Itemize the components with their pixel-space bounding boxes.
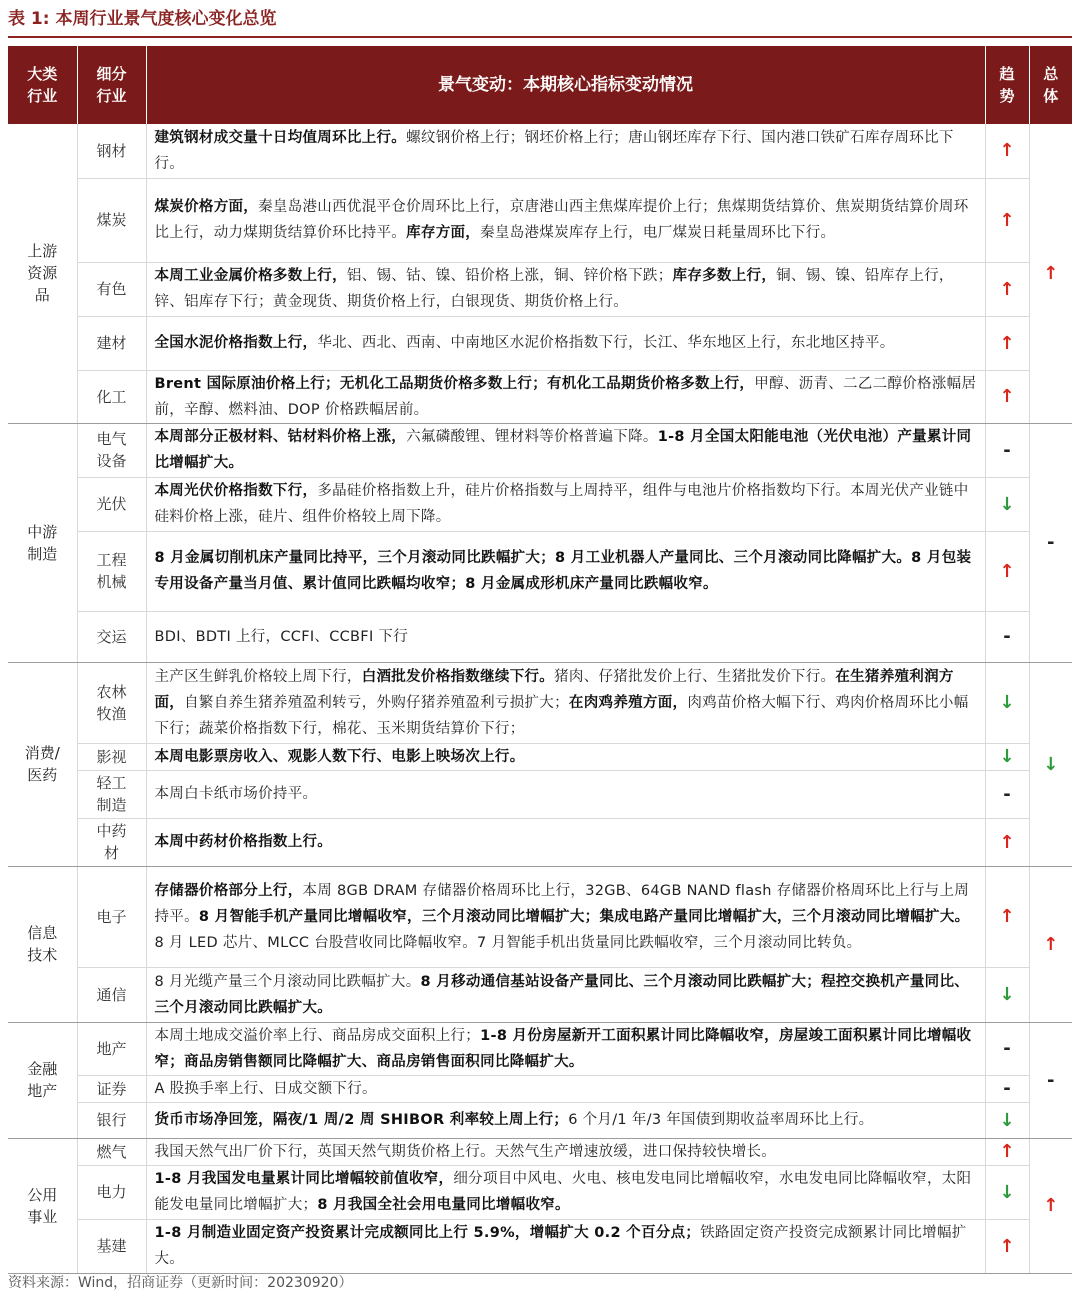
category-label: 金融 bbox=[27, 1060, 58, 1078]
subcategory-label: 牧渔 bbox=[96, 704, 127, 723]
description-cell bbox=[146, 1219, 985, 1273]
description-cell bbox=[146, 1075, 985, 1102]
category-label: 公用 bbox=[27, 1185, 58, 1204]
description-cell bbox=[146, 262, 985, 316]
description-cell bbox=[146, 370, 985, 423]
subcategory-cell bbox=[77, 1165, 146, 1219]
subcategory-cell bbox=[77, 124, 146, 178]
detail-text: 甲醇、沥青、二乙二醇价格涨幅居前，辛醇、燃料油、DOP 价格跌幅居前。 bbox=[154, 375, 977, 418]
detail-text: 华北、西北、西南、中南地区水泥价格指数下行，长江、华东地区上行，东北地区持平。 bbox=[317, 335, 895, 351]
description-cell bbox=[146, 611, 985, 662]
header-description: 景气变动：本期核心指标变动情况 bbox=[146, 46, 985, 124]
header-category bbox=[8, 46, 77, 124]
trend-indicator: - bbox=[985, 1075, 1029, 1102]
trend-indicator: ↓ bbox=[985, 662, 1029, 743]
header-trend-line2: 势 bbox=[999, 87, 1015, 105]
table-row bbox=[8, 1022, 1072, 1075]
header-overall bbox=[1029, 46, 1072, 124]
table-row bbox=[8, 262, 1072, 316]
detail-text: 6 个月/1 年/3 年国债到期收益率周环比上行。 bbox=[568, 1112, 874, 1128]
subcategory-cell bbox=[77, 1102, 146, 1138]
subcategory-label: 建材 bbox=[96, 334, 127, 352]
description-cell bbox=[146, 866, 985, 967]
highlight-text: 8 月智能手机产量同比增幅收窄，三个月滚动同比增幅扩大；集成电路产量同比增幅扩大，三个月滚动同比增幅扩大。 bbox=[198, 908, 970, 925]
subcategory-label: 材 bbox=[103, 844, 119, 862]
detail-text: 铝、锡、钴、镍、铅价格上涨，铜、锌价格下跌； bbox=[346, 268, 673, 284]
detail-text: 多晶硅价格指数上升，硅片价格指数与上周持平，组件与电池片价格指数均下行。本周光伏产业链中硅料价格上涨，硅片、组件价格较上周下降。 bbox=[154, 483, 969, 525]
trend-indicator: ↑ bbox=[985, 531, 1029, 611]
description-cell bbox=[146, 423, 985, 477]
overall-trend-indicator: ↑ bbox=[1029, 1138, 1072, 1273]
category-cell bbox=[8, 423, 77, 662]
highlight-text: 存储器价格部分上行， bbox=[154, 882, 303, 899]
table-row bbox=[8, 866, 1072, 967]
subcategory-label: 煤炭 bbox=[96, 211, 127, 229]
highlight-text: 1-8 月我国发电量累计同比增幅较前值收窄， bbox=[154, 1171, 454, 1187]
highlight-text: 库存方面， bbox=[406, 225, 481, 241]
category-label: 中游 bbox=[27, 522, 58, 541]
header-category-line2: 行业 bbox=[27, 87, 58, 105]
category-label: 地产 bbox=[27, 1082, 58, 1100]
trend-indicator: ↑ bbox=[985, 818, 1029, 866]
trend-indicator: ↑ bbox=[985, 316, 1029, 370]
highlight-text: 本周工业金属价格多数上行， bbox=[154, 268, 347, 284]
category-cell bbox=[8, 866, 77, 1022]
detail-text: 本周 8GB DRAM 存储器价格周环比上行，32GB、64GB NAND flash 存储器价格周环比上行与上周持平。 bbox=[154, 882, 970, 925]
header-overall-line1: 总 bbox=[1043, 65, 1059, 83]
subcategory-label: 燃气 bbox=[96, 1142, 127, 1161]
highlight-text: 1-8 月全国太阳能电池（光伏电池）产量累计同比增幅扩大。 bbox=[154, 429, 972, 471]
source-note: 资料来源：Wind，招商证券（更新时间：20230920） bbox=[8, 1275, 353, 1291]
industry-outlook-table bbox=[8, 46, 1072, 1274]
subcategory-cell bbox=[77, 178, 146, 262]
subcategory-cell bbox=[77, 370, 146, 423]
trend-indicator: ↑ bbox=[985, 124, 1029, 178]
detail-text: 自繁自养生猪养殖盈利转亏，外购仔猪养殖盈利亏损扩大； bbox=[184, 694, 569, 711]
table-row bbox=[8, 531, 1072, 611]
highlight-text: 在肉鸡养殖方面， bbox=[568, 694, 688, 711]
description-cell bbox=[146, 1165, 985, 1219]
trend-indicator: ↑ bbox=[985, 1138, 1029, 1165]
subcategory-label: 交运 bbox=[96, 627, 127, 646]
header-category-line1: 大类 bbox=[27, 65, 58, 83]
detail-text: 主产区生鲜乳价格较上周下行， bbox=[154, 668, 362, 685]
table-header-row bbox=[8, 46, 1072, 124]
detail-text: 我国天然气出厂价下行，英国天然气期货价格上行。天然气生产增速放缓，进口保持较快增长。 bbox=[154, 1143, 777, 1160]
table-row bbox=[8, 743, 1072, 770]
header-subcategory bbox=[77, 46, 146, 124]
detail-text: BDI、BDTI 上行，CCFI、CCBFI 下行 bbox=[154, 628, 409, 645]
description-cell bbox=[146, 124, 985, 178]
trend-indicator: - bbox=[985, 1022, 1029, 1075]
description-cell bbox=[146, 477, 985, 531]
description-cell bbox=[146, 818, 985, 866]
subcategory-label: 影视 bbox=[96, 747, 127, 766]
detail-text: 六氟磷酸锂、锂材料等价格普遍下降。 bbox=[406, 429, 658, 445]
trend-indicator: ↑ bbox=[985, 262, 1029, 316]
detail-text: 肉鸡苗价格大幅下行、鸡肉价格周环比小幅下行；蔬菜价格指数下行，棉花、玉米期货结算价下行； bbox=[154, 694, 969, 737]
detail-text: 8 月 LED 芯片、MLCC 台股营收同比降幅收窄。7 月智能手机出货量同比跌幅收窄，三个月滚动同比转负。 bbox=[154, 934, 862, 951]
table-row bbox=[8, 178, 1072, 262]
table-row bbox=[8, 1102, 1072, 1138]
subcategory-cell bbox=[77, 262, 146, 316]
category-label: 制造 bbox=[27, 544, 58, 563]
subcategory-cell bbox=[77, 1075, 146, 1102]
category-label: 信息 bbox=[27, 924, 58, 942]
highlight-text: 库存多数上行， bbox=[672, 268, 777, 284]
trend-indicator: ↓ bbox=[985, 967, 1029, 1022]
highlight-text: 货币市场净回笼，隔夜/1 周/2 周 SHIBOR 利率较上周上行； bbox=[154, 1112, 569, 1128]
detail-text: 本周白卡纸市场价持平。 bbox=[154, 786, 318, 802]
subcategory-label: 电子 bbox=[96, 907, 127, 926]
table-row bbox=[8, 818, 1072, 866]
subcategory-label: 农林 bbox=[96, 682, 127, 701]
description-cell bbox=[146, 1022, 985, 1075]
subcategory-cell bbox=[77, 967, 146, 1022]
trend-indicator: ↑ bbox=[985, 866, 1029, 967]
detail-text: 猪肉、仔猪批发价上行、生猪批发价下行。 bbox=[554, 668, 836, 685]
category-cell bbox=[8, 662, 77, 866]
detail-text: 本周土地成交溢价率上行、商品房成交面积上行； bbox=[154, 1027, 481, 1044]
description-cell bbox=[146, 1102, 985, 1138]
category-label: 医药 bbox=[27, 766, 58, 784]
trend-indicator: ↓ bbox=[985, 1165, 1029, 1219]
subcategory-label: 工程 bbox=[96, 551, 127, 569]
header-overall-line2: 体 bbox=[1043, 87, 1059, 105]
overall-trend-indicator: ↑ bbox=[1029, 866, 1072, 1022]
table-row bbox=[8, 477, 1072, 531]
subcategory-cell bbox=[77, 818, 146, 866]
description-cell bbox=[146, 967, 985, 1022]
detail-text: 铁路固定资产投资完成额累计同比增幅扩大。 bbox=[154, 1225, 967, 1267]
detail-text: A 股换手率上行、日成交额下行。 bbox=[154, 1080, 377, 1097]
subcategory-label: 地产 bbox=[96, 1039, 127, 1058]
overall-trend-indicator: ↑ bbox=[1029, 124, 1072, 423]
description-cell bbox=[146, 662, 985, 743]
overall-trend-indicator: - bbox=[1029, 1022, 1072, 1138]
category-label: 事业 bbox=[27, 1207, 58, 1226]
trend-indicator: ↑ bbox=[985, 1219, 1029, 1273]
subcategory-cell bbox=[77, 423, 146, 477]
table-row bbox=[8, 370, 1072, 423]
table-row bbox=[8, 611, 1072, 662]
highlight-text: 8 月移动通信基站设备产量同比、三个月滚动同比跌幅扩大；程控交换机产量同比、三个月滚动同比跌幅扩大。 bbox=[154, 973, 970, 1016]
subcategory-label: 有色 bbox=[96, 280, 127, 298]
header-trend bbox=[985, 46, 1029, 124]
highlight-text: 建筑钢材成交量十日均值周环比上行。 bbox=[154, 129, 407, 146]
trend-indicator: - bbox=[985, 423, 1029, 477]
trend-indicator: - bbox=[985, 770, 1029, 818]
table-row bbox=[8, 1165, 1072, 1219]
description-cell bbox=[146, 316, 985, 370]
table-row bbox=[8, 124, 1072, 178]
subcategory-label: 化工 bbox=[96, 387, 127, 406]
subcategory-cell bbox=[77, 1219, 146, 1273]
subcategory-label: 电力 bbox=[96, 1183, 127, 1201]
description-cell bbox=[146, 1138, 985, 1165]
trend-indicator: ↑ bbox=[985, 370, 1029, 423]
subcategory-cell bbox=[77, 477, 146, 531]
category-cell bbox=[8, 1022, 77, 1138]
subcategory-cell bbox=[77, 770, 146, 818]
highlight-text: 本周部分正极材料、钴材料价格上涨， bbox=[154, 429, 407, 445]
subcategory-label: 银行 bbox=[96, 1111, 127, 1129]
description-cell bbox=[146, 178, 985, 262]
subcategory-cell bbox=[77, 1022, 146, 1075]
detail-text: 秦皇岛港山西优混平仓价周环比上行，京唐港山西主焦煤库提价上行；焦煤期货结算价、焦炭期货结算价周环比上行，动力煤期货结算价环比持平。 bbox=[154, 199, 969, 241]
overall-trend-indicator: - bbox=[1029, 423, 1072, 662]
highlight-text: 8 月金属切削机床产量同比持平，三个月滚动同比跌幅扩大；8 月工业机器人产量同比、三个月滚动同比降幅扩大。8 月包装专用设备产量当月值、累计值同比跌幅均收窄；8 月金属成形机床产量同比跌幅收窄。 bbox=[154, 550, 972, 592]
subcategory-label: 钢材 bbox=[96, 141, 127, 160]
subcategory-label: 通信 bbox=[96, 985, 127, 1004]
table-body bbox=[8, 124, 1072, 1273]
detail-text: 细分项目中风电、火电、核电发电同比增幅收窄，水电发电同比降幅收窄，太阳能发电量同比增幅扩大； bbox=[154, 1171, 972, 1213]
table-row bbox=[8, 1075, 1072, 1102]
subcategory-label: 制造 bbox=[96, 796, 127, 814]
subcategory-label: 基建 bbox=[96, 1237, 127, 1255]
subcategory-label: 设备 bbox=[96, 452, 127, 470]
trend-indicator: ↓ bbox=[985, 743, 1029, 770]
subcategory-cell bbox=[77, 611, 146, 662]
highlight-text: 在生猪养殖利润方面， bbox=[154, 668, 954, 711]
description-cell bbox=[146, 743, 985, 770]
header-trend-line1: 趋 bbox=[999, 65, 1015, 83]
title-divider bbox=[8, 36, 1072, 38]
highlight-text: 8 月我国全社会用电量同比增幅收窄。 bbox=[317, 1197, 570, 1213]
detail-text: 铜、锡、镍、铅库存上行，锌、铝库存下行；黄金现货、期货价格上行，白银现货、期货价格上行。 bbox=[154, 268, 954, 310]
highlight-text: Brent 国际原油价格上行；无机化工品期货价格多数上行；有机化工品期货价格多数上行， bbox=[154, 375, 755, 392]
description-cell bbox=[146, 531, 985, 611]
header-subcategory-line2: 行业 bbox=[96, 87, 127, 105]
subcategory-cell bbox=[77, 316, 146, 370]
detail-text: 8 月光缆产量三个月滚动同比跌幅扩大。 bbox=[154, 973, 421, 990]
trend-indicator: ↓ bbox=[985, 477, 1029, 531]
subcategory-label: 证券 bbox=[96, 1079, 127, 1098]
category-label: 技术 bbox=[27, 946, 58, 964]
overall-trend-indicator: ↓ bbox=[1029, 662, 1072, 866]
trend-indicator: ↓ bbox=[985, 1102, 1029, 1138]
detail-text: 螺纹钢价格上行；钢坯价格上行；唐山钢坯库存下行、国内港口铁矿石库存周环比下行。 bbox=[154, 129, 954, 172]
table-row bbox=[8, 1219, 1072, 1273]
category-label: 消费/ bbox=[24, 744, 60, 762]
subcategory-cell bbox=[77, 743, 146, 770]
subcategory-label: 电气 bbox=[96, 430, 127, 448]
subcategory-cell bbox=[77, 866, 146, 967]
table-row bbox=[8, 423, 1072, 477]
subcategory-cell bbox=[77, 662, 146, 743]
highlight-text: 本周电影票房收入、观影人数下行、电影上映场次上行。 bbox=[154, 748, 525, 765]
header-subcategory-line1: 细分 bbox=[96, 65, 127, 83]
category-cell bbox=[8, 124, 77, 423]
category-label: 品 bbox=[34, 286, 50, 305]
table-row bbox=[8, 770, 1072, 818]
category-label: 资源 bbox=[27, 264, 58, 283]
highlight-text: 煤炭价格方面， bbox=[154, 199, 259, 215]
subcategory-label: 光伏 bbox=[96, 495, 127, 513]
trend-indicator: ↑ bbox=[985, 178, 1029, 262]
detail-text: 秦皇岛港煤炭库存上行，电厂煤炭日耗量周环比下行。 bbox=[480, 225, 836, 241]
subcategory-label: 中药 bbox=[96, 822, 127, 840]
highlight-text: 本周光伏价格指数下行， bbox=[154, 483, 318, 499]
table-row bbox=[8, 662, 1072, 743]
highlight-text: 全国水泥价格指数上行， bbox=[154, 335, 318, 351]
trend-indicator: - bbox=[985, 611, 1029, 662]
subcategory-cell bbox=[77, 531, 146, 611]
highlight-text: 1-8 月份房屋新开工面积累计同比降幅收窄，房屋竣工面积累计同比增幅收窄；商品房销售额同比降幅扩大、商品房销售面积同比降幅扩大。 bbox=[154, 1027, 972, 1070]
highlight-text: 1-8 月制造业固定资产投资累计完成额同比上行 5.9%，增幅扩大 0.2 个百分点； bbox=[154, 1225, 701, 1241]
highlight-text: 本周中药材价格指数上行。 bbox=[154, 834, 333, 850]
description-cell bbox=[146, 770, 985, 818]
subcategory-label: 机械 bbox=[96, 573, 127, 591]
category-cell bbox=[8, 1138, 77, 1273]
category-label: 上游 bbox=[27, 242, 58, 261]
highlight-text: 白酒批发价格指数继续下行。 bbox=[361, 668, 555, 685]
table-title: 表 1: 本周行业景气度核心变化总览 bbox=[8, 9, 277, 29]
table-row bbox=[8, 967, 1072, 1022]
table-row bbox=[8, 316, 1072, 370]
subcategory-label: 轻工 bbox=[96, 774, 127, 792]
table-row bbox=[8, 1138, 1072, 1165]
subcategory-cell bbox=[77, 1138, 146, 1165]
